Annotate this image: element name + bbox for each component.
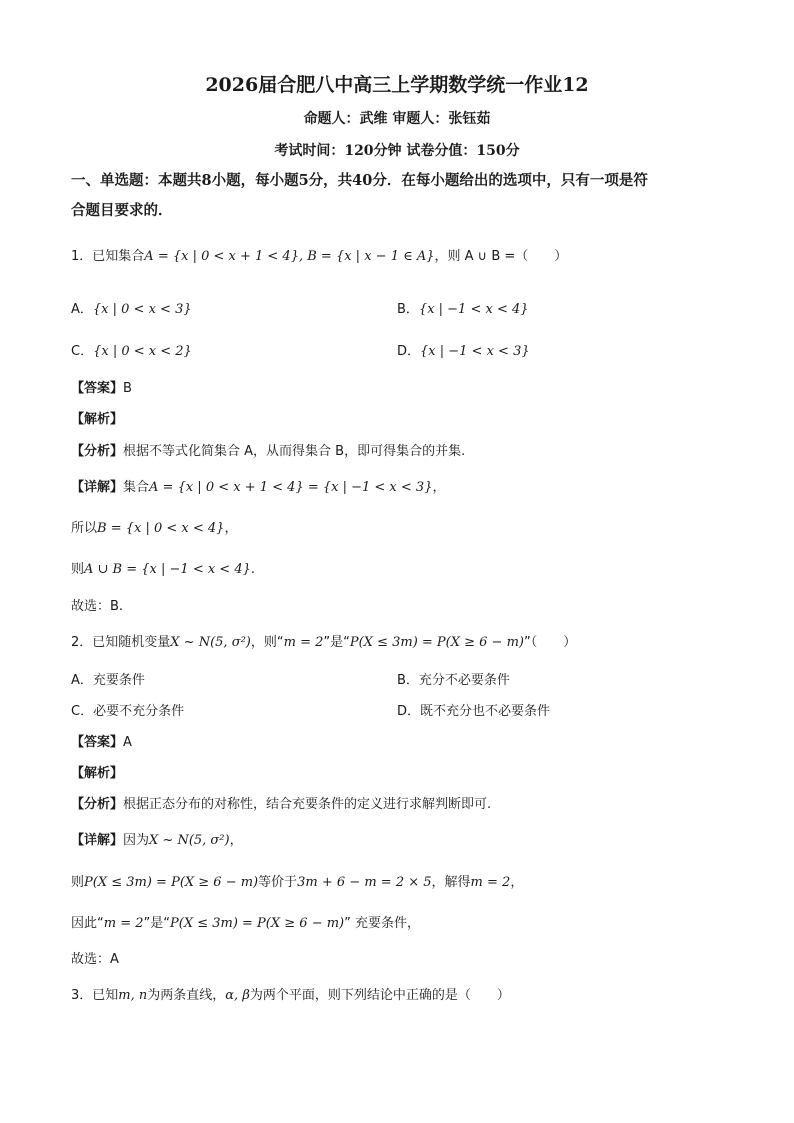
question-1-analysis-tag: 【解析】 [71, 412, 124, 427]
question-1-detail-1: 【详解】集合A = {x | 0 < x + 1 < 4} = {x | −1 < x < 3}， [71, 480, 446, 495]
question-2-conclusion: 故选：A [71, 952, 119, 967]
question-2-fenxi: 【分析】根据正态分布的对称性，结合充要条件的定义进行求解判断即可. [71, 797, 492, 812]
question-1-option-b: B．{x | −1 < x < 4} [397, 302, 529, 317]
question-1-option-d: D．{x | −1 < x < 3} [397, 344, 530, 359]
question-text: ，则 A ∪ B =（ ） [434, 249, 568, 264]
question-number: 3． [71, 988, 93, 1003]
question-2-option-a: A．充要条件 [71, 673, 145, 688]
question-1-stem [71, 248, 567, 266]
question-2-answer: 【答案】A [71, 735, 132, 750]
page-title: 2026届合肥八中高三上学期数学统一作业12 [205, 74, 589, 96]
question-2-detail-1: 【详解】因为X ~ N(5, σ²)， [71, 833, 243, 848]
question-1-answer: 【答案】B [71, 381, 132, 396]
exam-info-line: 考试时间：120分钟 试卷分值：150分 [274, 143, 520, 159]
question-2-option-d: D．既不充分也不必要条件 [397, 704, 551, 719]
question-1-fenxi: 【分析】根据不等式化简集合 A，从而得集合 B，即可得集合的并集. [71, 444, 466, 459]
question-2-option-b: B．充分不必要条件 [397, 673, 510, 688]
question-3-stem: 3．已知m, n为两条直线，α, β为两个平面，则下列结论中正确的是（ ） [71, 988, 510, 1003]
authors-line: 命题人：武维 审题人：张钰茹 [303, 111, 491, 127]
question-1-detail-2: 所以B = {x | 0 < x < 4}， [71, 521, 238, 536]
question-2-analysis-tag: 【解析】 [71, 766, 124, 781]
question-1-option-c: C．{x | 0 < x < 2} [71, 344, 192, 359]
question-2-stem: 2．已知随机变量X ~ N(5, σ²)，则“m = 2”是“P(X ≤ 3m) = P(X ≥ 6 − m)”（ ） [71, 635, 577, 650]
section-heading-line2: 合题目要求的． [71, 202, 173, 219]
question-text: 已知集合 [92, 249, 145, 264]
question-1-option-a: A．{x | 0 < x < 3} [71, 302, 192, 317]
question-2-option-c: C．必要不充分条件 [71, 704, 185, 719]
question-2-detail-2: 则P(X ≤ 3m) = P(X ≥ 6 − m)等价于3m + 6 − m = 2 × 5，解得m = 2， [71, 875, 524, 890]
question-1-detail-3: 则A ∪ B = {x | −1 < x < 4}. [71, 562, 256, 577]
question-number: 2． [71, 635, 93, 650]
question-number: 1． [71, 249, 93, 264]
question-2-detail-3: 因此“m = 2”是“P(X ≤ 3m) = P(X ≥ 6 − m)” 充要条件， [71, 916, 420, 931]
question-1-conclusion: 故选：B. [71, 599, 124, 614]
math-expression: A = {x | 0 < x + 1 < 4}, B = {x | x − 1 ∈ A} [144, 249, 435, 264]
section-heading-line1: 一、单选题：本题共8小题，每小题5分，共40分．在每小题给出的选项中，只有一项是符 [71, 172, 648, 189]
